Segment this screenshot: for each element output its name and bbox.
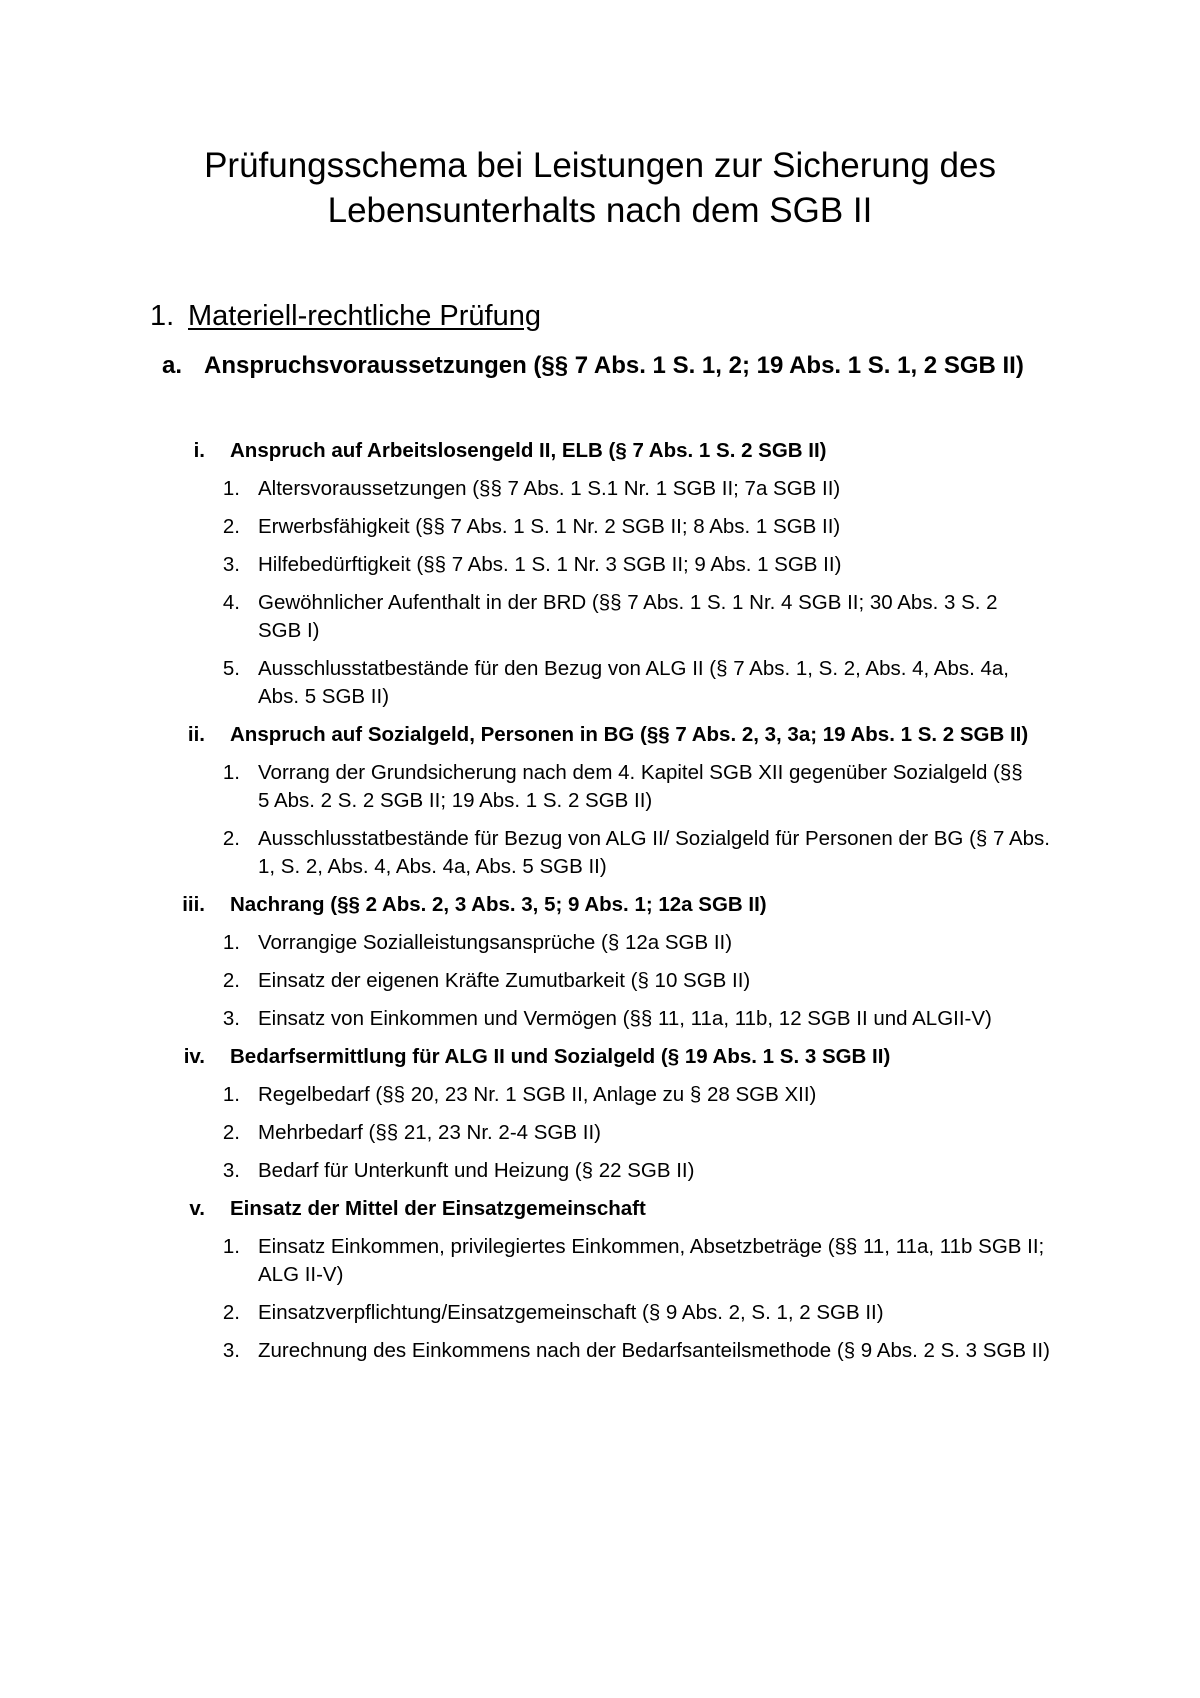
- outline-group-heading: [0, 1043, 1200, 1071]
- item-number: 1.: [222, 931, 240, 954]
- item-text: Hilfebedürftigkeit (§§ 7 Abs. 1 S. 1 Nr. 3 SGB II; 9 Abs. 1 SGB II): [258, 553, 842, 576]
- subsection-number: a.: [162, 352, 183, 379]
- section-number: 1.: [150, 300, 175, 332]
- outline-group-heading: [0, 437, 1200, 465]
- item-text: Vorrangige Sozialleistungsansprüche (§ 12a SGB II): [258, 931, 733, 954]
- item-number: 1.: [222, 1083, 240, 1106]
- item-number: 3.: [222, 1339, 240, 1362]
- item-number: 2.: [222, 969, 240, 992]
- list-item: [0, 1005, 1200, 1033]
- list-item: [0, 589, 1200, 645]
- item-text: Gewöhnlicher Aufenthalt in der BRD (§§ 7 Abs. 1 S. 1 Nr. 4 SGB II; 30 Abs. 3 S. 2 SGB I): [258, 591, 998, 642]
- list-item: [0, 1233, 1200, 1289]
- outline-group-heading: [0, 1195, 1200, 1223]
- item-text: Regelbedarf (§§ 20, 23 Nr. 1 SGB II, Anlage zu § 28 SGB XII): [258, 1083, 817, 1106]
- item-number: 2.: [222, 1301, 240, 1324]
- item-number: 1.: [222, 1235, 240, 1258]
- list-item: [0, 1157, 1200, 1185]
- section-heading: [150, 298, 541, 334]
- group-number: i.: [193, 439, 205, 462]
- item-text: Einsatzverpflichtung/Einsatzgemeinschaft (§ 9 Abs. 2, S. 1, 2 SGB II): [258, 1301, 884, 1324]
- item-text: Ausschlusstatbestände für Bezug von ALG II/ Sozialgeld für Personen der BG (§ 7 Abs. 1, S. 2, Abs. 4, Abs. 4a, Abs. 5 SGB II): [258, 827, 1050, 878]
- item-text: Bedarf für Unterkunft und Heizung (§ 22 SGB II): [258, 1159, 695, 1182]
- page-title: Prüfungsschema bei Leistungen zur Sicherung des Lebensunterhalts nach dem SGB II: [204, 146, 996, 230]
- outline-list: [0, 437, 1200, 1365]
- item-number: 1.: [222, 761, 240, 784]
- item-text: Einsatz der eigenen Kräfte Zumutbarkeit (§ 10 SGB II): [258, 969, 751, 992]
- item-text: Einsatz von Einkommen und Vermögen (§§ 11, 11a, 11b, 12 SGB II und ALGII-V): [258, 1007, 992, 1030]
- item-number: 2.: [222, 1121, 240, 1144]
- list-item: [0, 513, 1200, 541]
- list-item: [0, 655, 1200, 711]
- item-text: Vorrang der Grundsicherung nach dem 4. Kapitel SGB XII gegenüber Sozialgeld (§§ 5 Abs. 2 S. 2 SGB II; 19 Abs. 1 S. 2 SGB II): [258, 761, 1023, 812]
- list-item: [0, 929, 1200, 957]
- item-number: 2.: [222, 515, 240, 538]
- list-item: [0, 967, 1200, 995]
- group-number: iii.: [182, 893, 205, 916]
- list-item: [0, 1299, 1200, 1327]
- group-number: ii.: [187, 723, 205, 746]
- item-text: Mehrbedarf (§§ 21, 23 Nr. 2-4 SGB II): [258, 1121, 601, 1144]
- list-item: [0, 1081, 1200, 1109]
- outline-group-heading: [0, 721, 1200, 749]
- list-item: [0, 1337, 1200, 1365]
- list-item: [0, 1119, 1200, 1147]
- outline-group-heading: [0, 891, 1200, 919]
- item-number: 3.: [222, 553, 240, 576]
- item-text: Einsatz Einkommen, privilegiertes Einkommen, Absetzbeträge (§§ 11, 11a, 11b SGB II; ALG II-V): [258, 1235, 1045, 1286]
- item-text: Erwerbsfähigkeit (§§ 7 Abs. 1 S. 1 Nr. 2 SGB II; 8 Abs. 1 SGB II): [258, 515, 841, 538]
- item-number: 4.: [222, 591, 240, 614]
- item-text: Altersvoraussetzungen (§§ 7 Abs. 1 S.1 Nr. 1 SGB II; 7a SGB II): [258, 477, 841, 500]
- list-item: [0, 825, 1200, 881]
- list-item: [0, 551, 1200, 579]
- item-number: 3.: [222, 1159, 240, 1182]
- group-label: Bedarfsermittlung für ALG II und Sozialgeld (§ 19 Abs. 1 S. 3 SGB II): [230, 1045, 891, 1068]
- group-number: iv.: [183, 1045, 205, 1068]
- group-label: Anspruch auf Sozialgeld, Personen in BG (§§ 7 Abs. 2, 3, 3a; 19 Abs. 1 S. 2 SGB II): [230, 723, 1029, 746]
- list-item: [0, 475, 1200, 503]
- item-number: 3.: [222, 1007, 240, 1030]
- subsection-heading: [162, 350, 1042, 381]
- group-number: v.: [189, 1197, 205, 1220]
- item-text: Zurechnung des Einkommens nach der Bedarfsanteilsmethode (§ 9 Abs. 2 S. 3 SGB II): [258, 1339, 1050, 1362]
- group-label: Anspruch auf Arbeitslosengeld II, ELB (§ 7 Abs. 1 S. 2 SGB II): [230, 439, 827, 462]
- group-label: Einsatz der Mittel der Einsatzgemeinschaft: [230, 1197, 646, 1220]
- item-text: Ausschlusstatbestände für den Bezug von ALG II (§ 7 Abs. 1, S. 2, Abs. 4, Abs. 4a, Abs. 5 SGB II): [258, 657, 1009, 708]
- item-number: 1.: [222, 477, 240, 500]
- item-number: 2.: [222, 827, 240, 850]
- group-label: Nachrang (§§ 2 Abs. 2, 3 Abs. 3, 5; 9 Abs. 1; 12a SGB II): [230, 893, 767, 916]
- list-item: [0, 759, 1200, 815]
- subsection-label: Anspruchsvoraussetzungen (§§ 7 Abs. 1 S. 1, 2; 19 Abs. 1 S. 1, 2 SGB II): [204, 352, 1024, 379]
- item-number: 5.: [222, 657, 240, 680]
- section-label: Materiell-rechtliche Prüfung: [188, 300, 541, 332]
